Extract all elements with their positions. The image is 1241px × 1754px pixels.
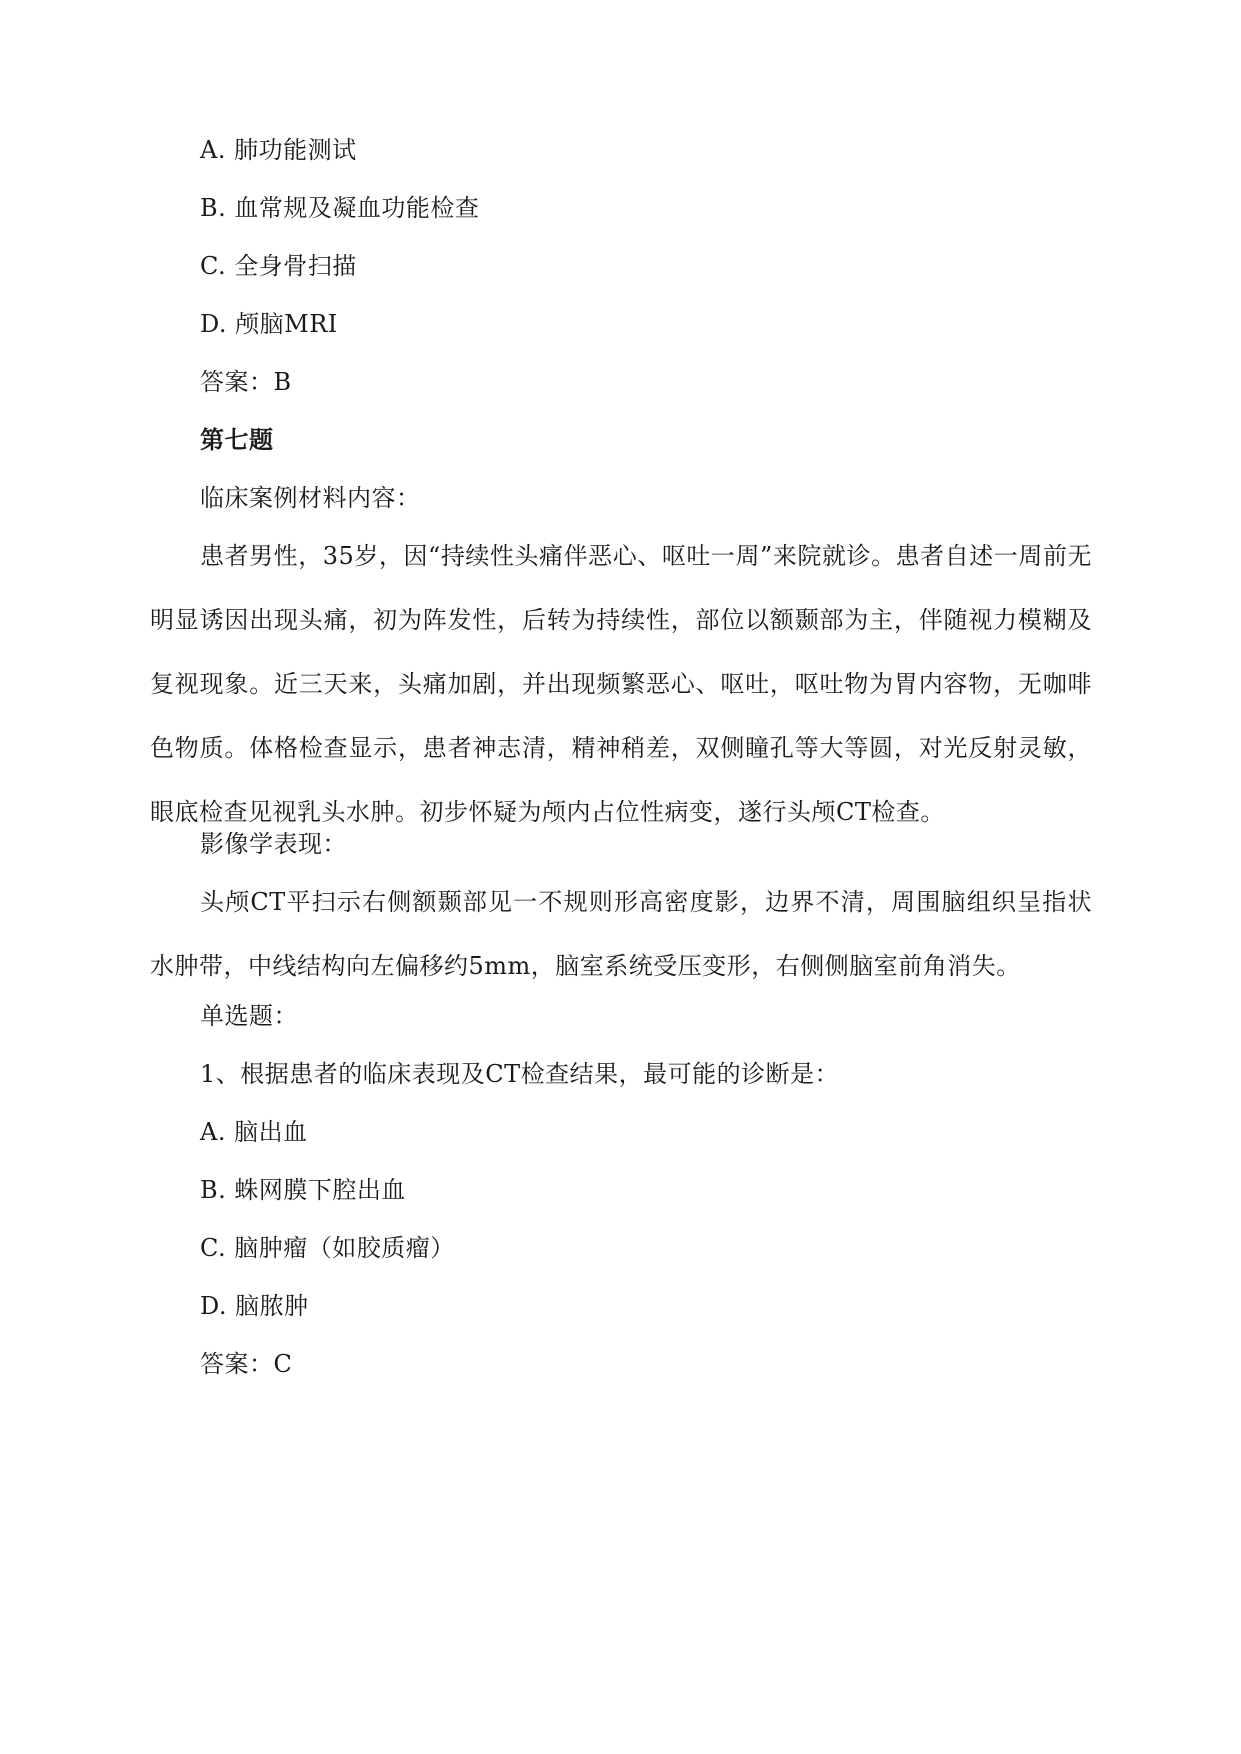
option-c: C. 全身骨扫描 bbox=[200, 252, 357, 280]
question-title: 第七题 bbox=[200, 426, 274, 454]
answer: 答案：B bbox=[200, 368, 292, 396]
option-d: D. 颅脑MRI bbox=[200, 310, 338, 338]
imaging-text: 头颅CT平扫示右侧额颞部见一不规则形高密度影，边界不清，周围脑组织呈指状水肿带，中线结构向左偏移约5mm，脑室系统受压变形，右侧侧脑室前角消失。 bbox=[150, 888, 1092, 980]
imaging-label: 影像学表现： bbox=[200, 830, 347, 858]
option-a: A. 肺功能测试 bbox=[200, 136, 357, 164]
single-choice-label: 单选题： bbox=[200, 1002, 298, 1030]
q1-option-b: B. 蛛网膜下腔出血 bbox=[200, 1176, 406, 1204]
case-text: 患者男性，35岁，因“持续性头痛伴恶心、呕吐一周”来院就诊。患者自述一周前无明显诱因出现头痛，初为阵发性，后转为持续性，部位以额颞部为主，伴随视力模糊及复视现象。近三天来，头痛加剧，并出现频繁恶心、呕吐，呕吐物为胃内容物，无咖啡色物质。体格检查显示，患者神志清，精神稍差，双侧瞳孔等大等圆，对光反射灵敏，眼底检查见视乳头水肿。初步怀疑为颅内占位性病变，遂行头颅CT检查。 bbox=[150, 542, 1092, 826]
question-stem: 1、根据患者的临床表现及CT检查结果，最可能的诊断是： bbox=[200, 1060, 840, 1088]
q1-answer: 答案：C bbox=[200, 1350, 293, 1378]
q1-option-a: A. 脑出血 bbox=[200, 1118, 308, 1146]
q1-option-d: D. 脑脓肿 bbox=[200, 1292, 309, 1320]
option-b: B. 血常规及凝血功能检查 bbox=[200, 194, 480, 222]
case-label: 临床案例材料内容： bbox=[200, 484, 421, 512]
q1-option-c: C. 脑肿瘤（如胶质瘤） bbox=[200, 1234, 455, 1262]
